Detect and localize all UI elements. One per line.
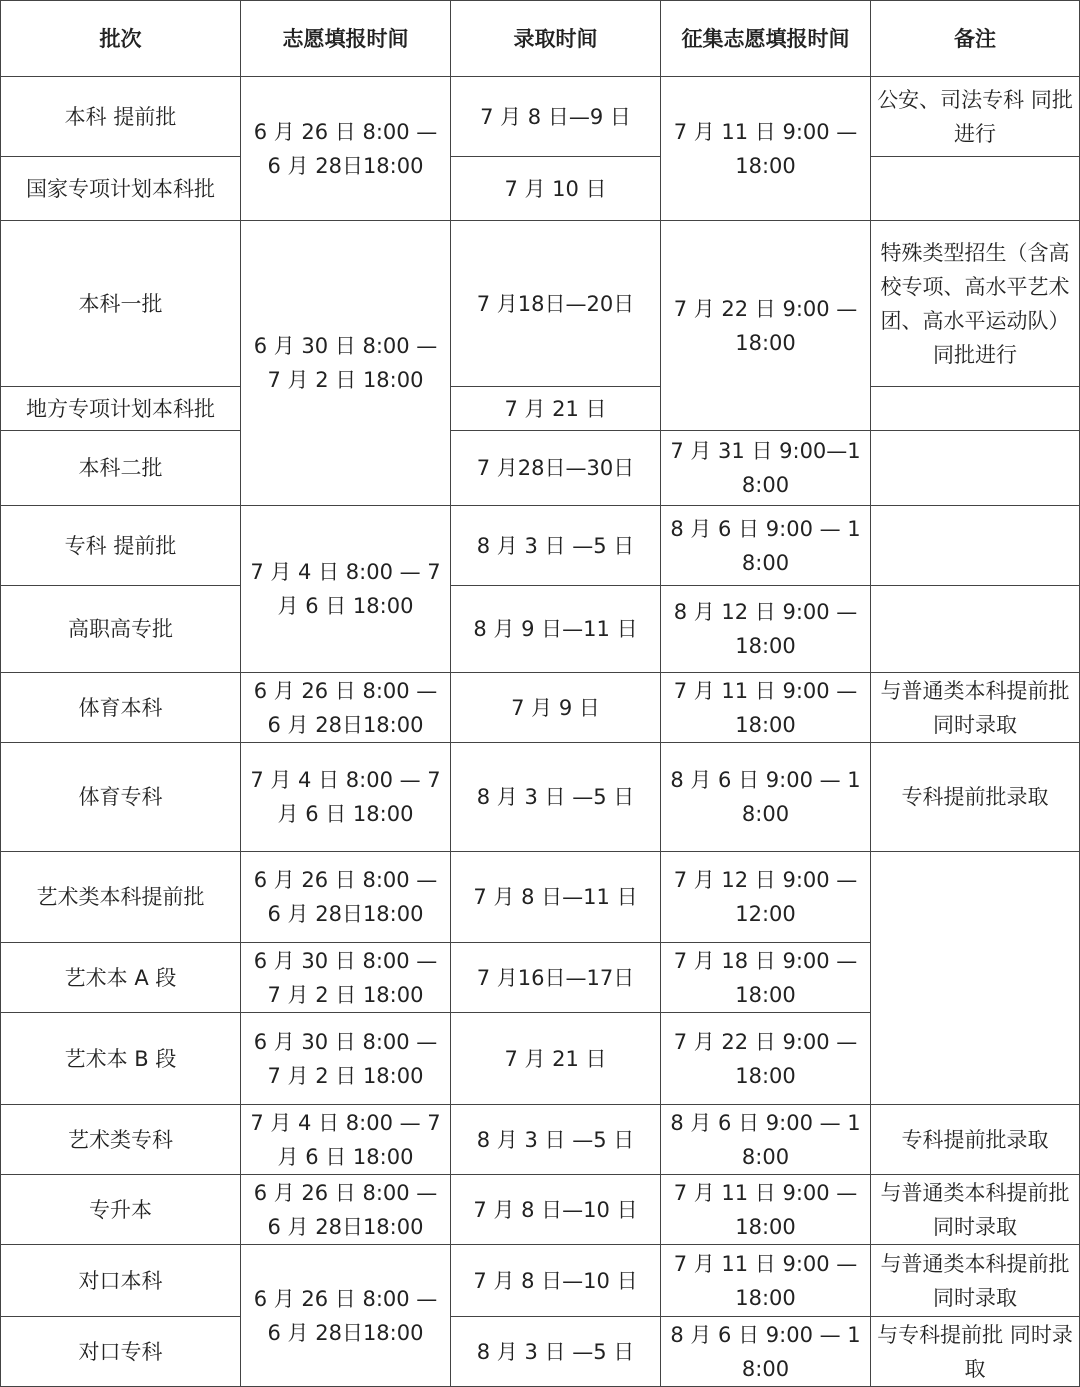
table-row (1, 431, 1080, 506)
admit-time-cell: 8 月 3 日 —5 日 (451, 1317, 661, 1387)
table-row (1, 1175, 1080, 1245)
solicit-time-cell: 7 月 22 日 9:00 — 18:00 (661, 221, 871, 431)
solicit-time-cell: 7 月 11 日 9:00 — 18:00 (661, 673, 871, 743)
table-row (1, 743, 1080, 852)
batch-cell: 国家专项计划本科批 (1, 157, 241, 221)
solicit-time-cell: 7 月 18 日 9:00 — 18:00 (661, 943, 871, 1013)
admit-time-cell: 7 月 21 日 (451, 1013, 661, 1105)
note-cell (871, 852, 1080, 1105)
batch-cell: 体育专科 (1, 743, 241, 852)
header-note: 备注 (871, 1, 1080, 77)
note-cell (871, 586, 1080, 673)
solicit-time-cell: 8 月 6 日 9:00 — 18:00 (661, 743, 871, 852)
batch-cell: 本科二批 (1, 431, 241, 506)
batch-cell: 高职高专批 (1, 586, 241, 673)
apply-time-cell: 6 月 30 日 8:00 — 7 月 2 日 18:00 (241, 221, 451, 506)
solicit-time-cell: 7 月 12 日 9:00 — 12:00 (661, 852, 871, 943)
batch-cell: 对口本科 (1, 1245, 241, 1317)
admit-time-cell: 8 月 3 日 —5 日 (451, 506, 661, 586)
batch-cell: 本科 提前批 (1, 77, 241, 157)
table-row (1, 1317, 1080, 1387)
admit-time-cell: 7 月 8 日—11 日 (451, 852, 661, 943)
note-cell: 专科提前批录取 (871, 743, 1080, 852)
note-cell: 特殊类型招生（含高校专项、高水平艺术团、高水平运动队）同批进行 (871, 221, 1080, 387)
note-cell (871, 506, 1080, 586)
admit-time-cell: 7 月18日—20日 (451, 221, 661, 387)
table-row (1, 77, 1080, 157)
table-header-row (1, 1, 1080, 77)
note-cell: 公安、司法专科 同批进行 (871, 77, 1080, 157)
admit-time-cell: 7 月 8 日—9 日 (451, 77, 661, 157)
header-admit-time: 录取时间 (451, 1, 661, 77)
solicit-time-cell: 7 月 11 日 9:00 — 18:00 (661, 1175, 871, 1245)
admit-time-cell: 8 月 9 日—11 日 (451, 586, 661, 673)
apply-time-cell: 6 月 30 日 8:00 — 7 月 2 日 18:00 (241, 1013, 451, 1105)
apply-time-cell: 6 月 26 日 8:00 — 6 月 28日18:00 (241, 77, 451, 221)
batch-cell: 本科一批 (1, 221, 241, 387)
apply-time-cell: 6 月 30 日 8:00 — 7 月 2 日 18:00 (241, 943, 451, 1013)
apply-time-cell: 7 月 4 日 8:00 — 7 月 6 日 18:00 (241, 506, 451, 673)
admit-time-cell: 8 月 3 日 —5 日 (451, 743, 661, 852)
apply-time-cell: 6 月 26 日 8:00 — 6 月 28日18:00 (241, 1175, 451, 1245)
table-row (1, 1245, 1080, 1317)
table-row (1, 157, 1080, 221)
solicit-time-cell: 7 月 22 日 9:00 — 18:00 (661, 1013, 871, 1105)
table-row (1, 586, 1080, 673)
admit-time-cell: 7 月 8 日—10 日 (451, 1245, 661, 1317)
table-row (1, 673, 1080, 743)
solicit-time-cell: 7 月 11 日 9:00 — 18:00 (661, 77, 871, 221)
batch-cell: 艺术本 A 段 (1, 943, 241, 1013)
solicit-time-cell: 8 月 6 日 9:00 — 18:00 (661, 1105, 871, 1175)
apply-time-cell: 6 月 26 日 8:00 — 6 月 28日18:00 (241, 852, 451, 943)
batch-cell: 艺术类专科 (1, 1105, 241, 1175)
table-row (1, 506, 1080, 586)
apply-time-cell: 7 月 4 日 8:00 — 7 月 6 日 18:00 (241, 743, 451, 852)
apply-time-cell: 6 月 26 日 8:00 — 6 月 28日18:00 (241, 1245, 451, 1387)
admit-time-cell: 8 月 3 日 —5 日 (451, 1105, 661, 1175)
note-cell (871, 157, 1080, 221)
header-apply-time: 志愿填报时间 (241, 1, 451, 77)
admit-time-cell: 7 月 8 日—10 日 (451, 1175, 661, 1245)
note-cell: 专科提前批录取 (871, 1105, 1080, 1175)
solicit-time-cell: 7 月 11 日 9:00 — 18:00 (661, 1245, 871, 1317)
admit-time-cell: 7 月 9 日 (451, 673, 661, 743)
table-row (1, 1105, 1080, 1175)
header-solicit-time: 征集志愿填报时间 (661, 1, 871, 77)
note-cell (871, 387, 1080, 431)
note-cell: 与普通类本科提前批 同时录取 (871, 1175, 1080, 1245)
solicit-time-cell: 8 月 6 日 9:00 — 18:00 (661, 1317, 871, 1387)
batch-cell: 地方专项计划本科批 (1, 387, 241, 431)
table-row (1, 221, 1080, 387)
note-cell: 与普通类本科提前批 同时录取 (871, 1245, 1080, 1317)
table-row (1, 852, 1080, 943)
batch-cell: 体育本科 (1, 673, 241, 743)
note-cell: 与普通类本科提前批同时录取 (871, 673, 1080, 743)
batch-cell: 专科 提前批 (1, 506, 241, 586)
solicit-time-cell: 8 月 6 日 9:00 — 18:00 (661, 506, 871, 586)
solicit-time-cell: 7 月 31 日 9:00—18:00 (661, 431, 871, 506)
admit-time-cell: 7 月28日—30日 (451, 431, 661, 506)
note-cell: 与专科提前批 同时录取 (871, 1317, 1080, 1387)
admit-time-cell: 7 月 10 日 (451, 157, 661, 221)
batch-cell: 对口专科 (1, 1317, 241, 1387)
solicit-time-cell: 8 月 12 日 9:00 — 18:00 (661, 586, 871, 673)
batch-cell: 艺术类本科提前批 (1, 852, 241, 943)
header-batch: 批次 (1, 1, 241, 77)
table-row (1, 387, 1080, 431)
admit-time-cell: 7 月16日—17日 (451, 943, 661, 1013)
batch-cell: 专升本 (1, 1175, 241, 1245)
note-cell (871, 431, 1080, 506)
apply-time-cell: 6 月 26 日 8:00 — 6 月 28日18:00 (241, 673, 451, 743)
apply-time-cell: 7 月 4 日 8:00 — 7 月 6 日 18:00 (241, 1105, 451, 1175)
batch-cell: 艺术本 B 段 (1, 1013, 241, 1105)
admit-time-cell: 7 月 21 日 (451, 387, 661, 431)
